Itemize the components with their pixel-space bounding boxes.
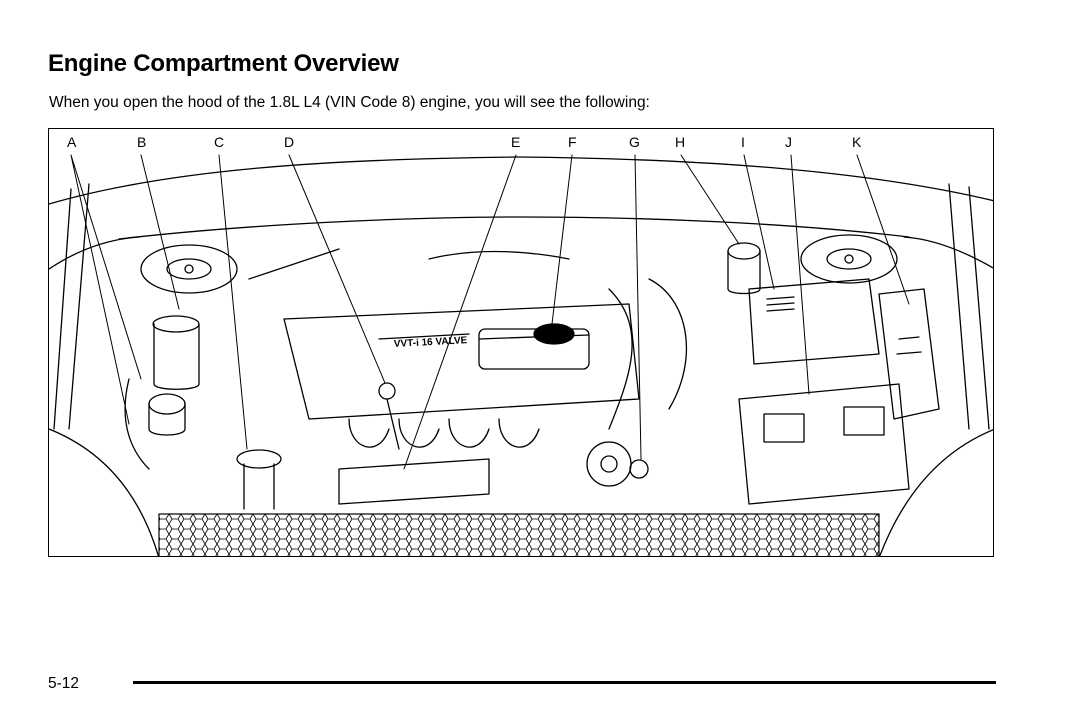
hood-outline [49, 157, 994, 204]
oil-fill-cap [534, 324, 574, 344]
callout-e: E [511, 134, 521, 150]
battery [739, 384, 909, 504]
dipstick-handle [379, 383, 395, 399]
engine-compartment-illustration [48, 128, 994, 557]
footer-rule [133, 681, 996, 684]
callout-g: G [629, 134, 640, 150]
underhood-fuse-block [749, 279, 879, 364]
page-title: Engine Compartment Overview [48, 50, 399, 77]
air-cleaner [879, 289, 939, 419]
intro-text: When you open the hood of the 1.8L L4 (VIN Code 8) engine, you will see the following: [49, 94, 650, 111]
pulley [587, 442, 631, 486]
engine-line-drawing [49, 129, 994, 557]
brake-fluid-reservoir [728, 243, 760, 259]
right-strut-tower [801, 235, 897, 283]
callout-a: A [67, 134, 77, 150]
callout-j: J [785, 134, 792, 150]
callout-b: B [137, 134, 147, 150]
coolant-reservoir [154, 324, 199, 389]
page-number: 5-12 [48, 675, 80, 692]
engine-cover [284, 304, 639, 419]
callout-k: K [852, 134, 862, 150]
front-grille [159, 514, 879, 557]
callout-d: D [284, 134, 295, 150]
callout-i: I [741, 134, 745, 150]
left-strut-tower [141, 245, 237, 293]
engine-cover-marking: VVT-i 16 VALVE [393, 335, 468, 350]
callout-f: F [568, 134, 577, 150]
callout-c: C [214, 134, 225, 150]
callout-h: H [675, 134, 686, 150]
